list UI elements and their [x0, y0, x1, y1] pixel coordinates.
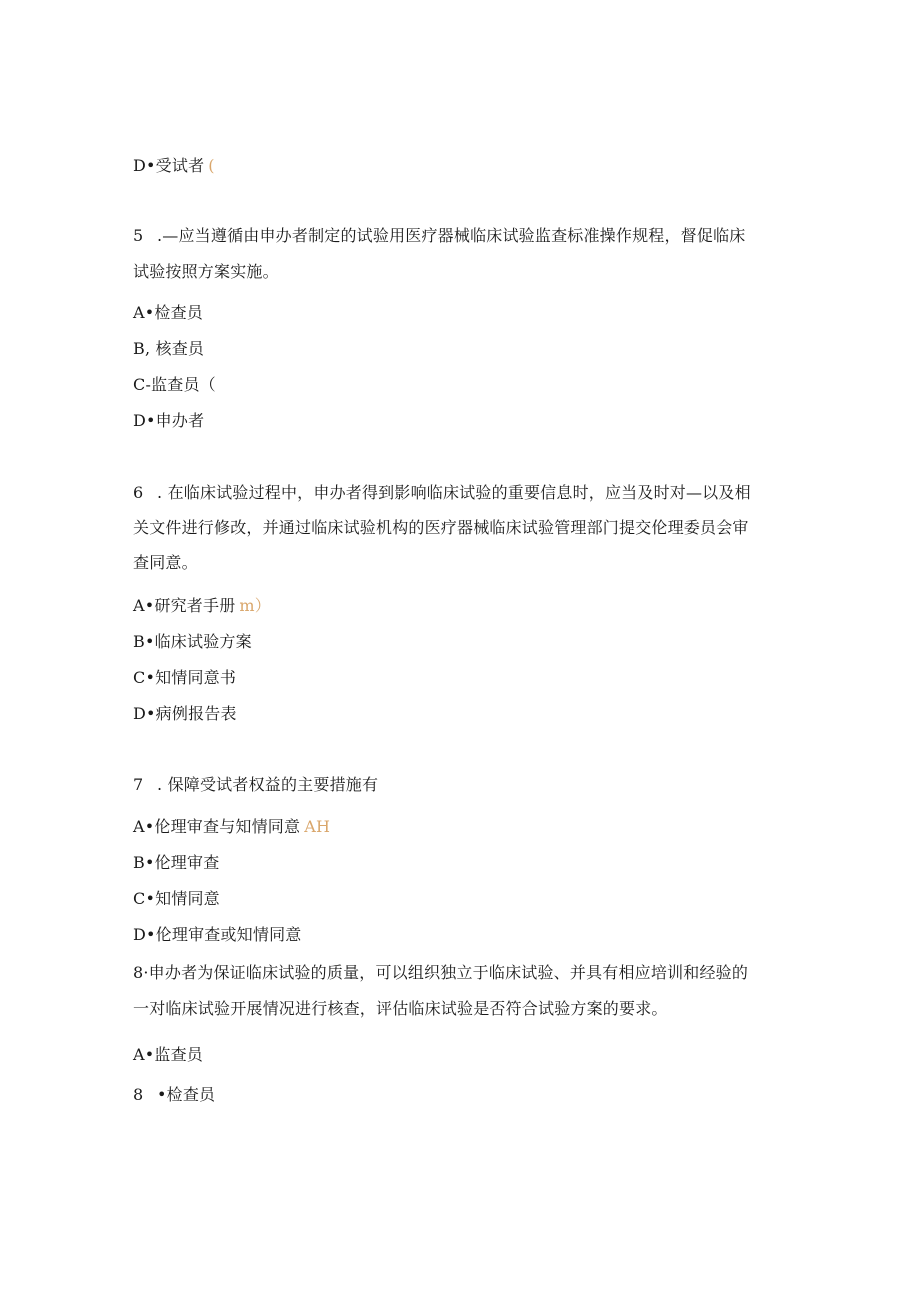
- q7-option-d: D•伦理审查或知情同意: [133, 925, 302, 944]
- q7-stem-line1: [133, 775, 378, 795]
- q6-stem-line1: [133, 483, 751, 503]
- q6-stem-line3: 查同意。: [133, 553, 198, 572]
- q6-stem-line2: 关文件进行修改，并通过临床试验机构的医疗器械临床试验管理部门提交伦理委员会审: [133, 518, 749, 537]
- q4-option-d: [133, 156, 215, 176]
- q8-option-b: [133, 1085, 215, 1105]
- q8-option-a: A•监查员: [133, 1045, 203, 1064]
- q7-option-a: [133, 817, 330, 837]
- q5-option-a: A•检查员: [133, 303, 203, 322]
- q8-stem-line1: 8·申办者为保证临床试验的质量，可以组织独立于临床试验、并具有相应培训和经验的: [133, 963, 749, 982]
- q6-stem-text1: . 在临床试验过程中，申办者得到影响临床试验的重要信息时，应当及时对—以及相: [157, 483, 751, 502]
- q5-option-c: C-监查员（: [133, 375, 216, 394]
- q4-answer-mark: (: [208, 156, 215, 175]
- q7-stem-text1: . 保障受试者权益的主要措施有: [157, 775, 379, 794]
- q7-number: 7: [133, 775, 144, 794]
- q4-option-d-text: D•受试者: [133, 156, 205, 175]
- q6-option-c: C•知情同意书: [133, 668, 237, 687]
- q5-number: 5: [133, 226, 144, 245]
- q7-option-a-text: A•伦理审查与知情同意: [133, 817, 301, 836]
- q8-option-b-number: 8: [133, 1085, 144, 1104]
- q8-stem-line2: 一对临床试验开展情况进行核查，评估临床试验是否符合试验方案的要求。: [133, 999, 668, 1018]
- q6-answer-mark: m）: [239, 596, 271, 615]
- q7-option-b: B•伦理审查: [133, 853, 220, 872]
- q7-answer-mark: AH: [304, 817, 331, 836]
- q6-option-d: D•病例报告表: [133, 704, 237, 723]
- q6-option-a: [133, 596, 271, 616]
- q5-stem-text1: .—应当遵循由申办者制定的试验用医疗器械临床试验监查标准操作规程，督促临床: [157, 226, 746, 245]
- q5-option-d: D•申办者: [133, 411, 205, 430]
- q5-stem-line1: [133, 226, 746, 246]
- q6-option-a-text: A•研究者手册: [133, 596, 236, 615]
- q6-option-b: B•临床试验方案: [133, 632, 252, 651]
- q8-option-b-text: •检查员: [157, 1085, 216, 1104]
- q7-option-c: C•知情同意: [133, 889, 220, 908]
- q6-number: 6: [133, 483, 144, 502]
- q5-option-b: B, 核查员: [133, 339, 205, 358]
- q5-stem-line2: 试验按照方案实施。: [133, 262, 279, 281]
